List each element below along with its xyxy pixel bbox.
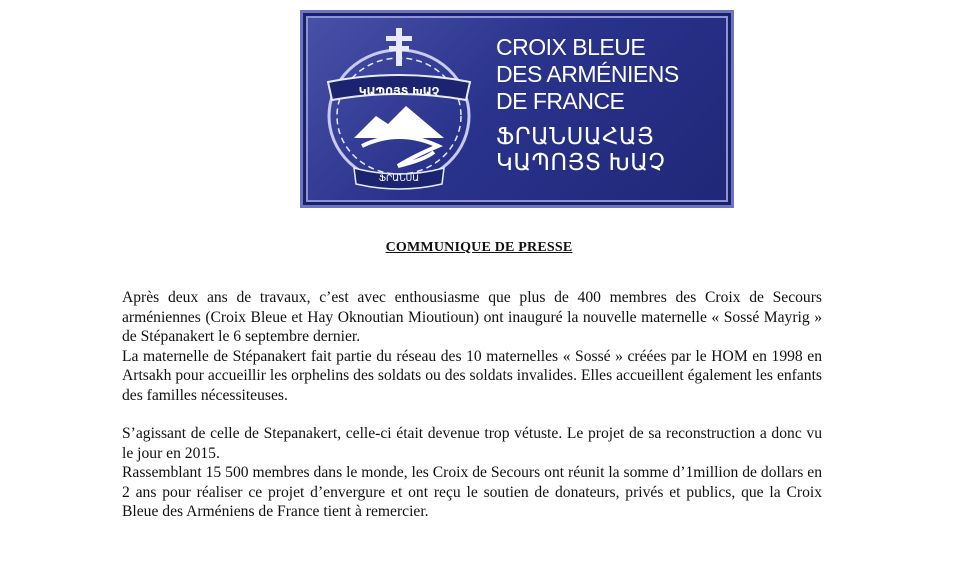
logo-title-am-line-1: ՖՐԱՆՍԱՀԱՅ [496, 123, 655, 149]
paragraph: Après deux ans de travaux, c’est avec enthousiasme que plus de 400 membres des Croix de Secours arméniennes (Croix Bleue et Hay Oknoutian Mioutioun) ont inauguré la nouvelle maternelle « Sossé Mayrig » de Stépanakert le 6 septembre dernier. [122, 289, 822, 345]
logo-title-fr-line-3: DE FRANCE [496, 88, 625, 114]
press-release-body [122, 288, 822, 522]
organization-logo [300, 10, 734, 208]
paragraph: S’agissant de celle de Stepanakert, celle-ci était devenue trop vétuste. Le projet de sa reconstruction a donc vu le jour en 2015. [122, 425, 822, 462]
press-release-heading: COMMUNIQUE DE PRESSE [385, 240, 573, 255]
emblem-icon [314, 20, 484, 198]
paragraph-spacer [122, 405, 822, 424]
emblem-text-top: ԿԱՊՈՅՏ ԽԱՉ [358, 85, 440, 98]
paragraph: Rassemblant 15 500 membres dans le monde, les Croix de Secours ont réunit la somme d’1million de dollars en 2 ans pour réaliser ce projet d’envergure et ont reçu le soutien de donateurs, privés et publics, que la Croix Bleue des Arméniens de France tient à remercier. [122, 464, 822, 520]
logo-text-block [496, 34, 726, 175]
logo-title-fr-line-2: DES ARMÉNIENS [496, 61, 679, 87]
emblem-text-bottom: ՖՐԱՆՍԱ [378, 174, 420, 184]
logo-title-fr-line-1: CROIX BLEUE [496, 34, 646, 60]
logo-title-am-line-2: ԿԱՊՈՅՏ ԽԱՉ [496, 149, 666, 175]
paragraph: La maternelle de Stépanakert fait partie du réseau des 10 maternelles « Sossé » créées par le HOM en 1998 en Artsakh pour accueillir les orphelins des soldats ou des soldats invalides. Elles accueillent également les enfants des familles nécessiteuses. [122, 347, 822, 404]
